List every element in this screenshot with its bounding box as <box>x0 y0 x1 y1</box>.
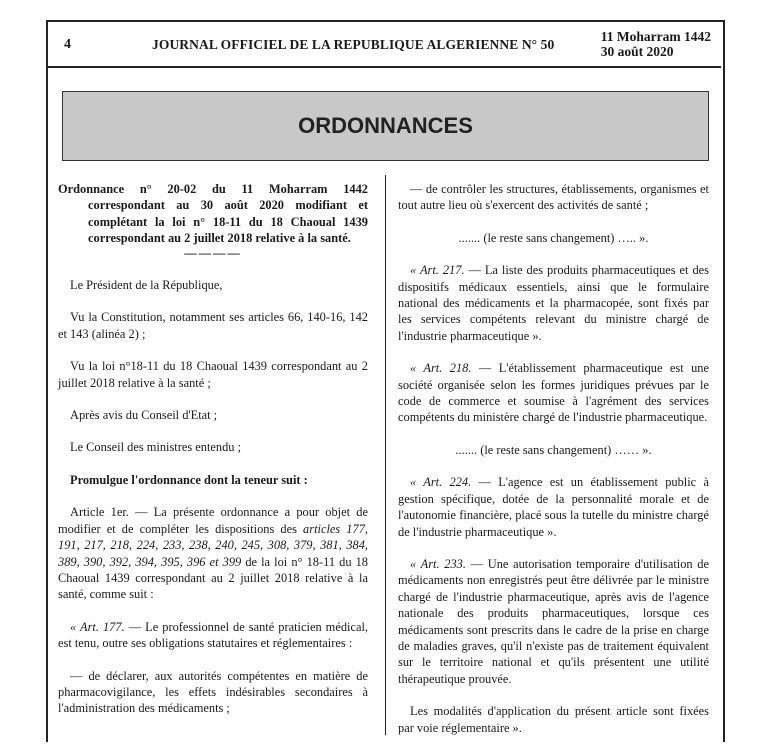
article-218-label: « Art. 218. <box>410 361 472 376</box>
ordinance-title: Ordonnance n° 20-02 du 11 Moharram 1442 correspondant au 30 août 2020 modifiant et complétant la loi n° 18-11 du 18 Chaoual 1439 correspondant au 2 juillet 2018 relative à la santé. <box>58 182 368 246</box>
section-banner <box>62 91 709 161</box>
article-217-label: « Art. 217. <box>410 263 465 278</box>
paragraph: Le Conseil des ministres entendu ; <box>70 440 242 455</box>
paragraph: Après avis du Conseil d'Etat ; <box>70 408 218 423</box>
section-title: ORDONNANCES <box>298 113 473 138</box>
article-177-text: — Le professionnel de santé praticien médical, est tenu, outre ses obligations statutaires et réglementaires : <box>58 619 368 651</box>
journal-title: JOURNAL OFFICIEL DE LA REPUBLIQUE ALGERIENNE N° 50 <box>152 37 555 52</box>
article-233-text: — Une autorisation temporaire d'utilisation de médicaments non enregistrés peut être délivrée par le ministre chargé de l'industrie pharmaceutique, après avis de l'agence nationale des produits pharmaceutiques, lorsque ces médicaments sont prescrits dans le cadre de la prise en charge de maladies graves, qu'il n'existe pas de traitement équivalent sur le territoire national et qu'ils présentent une utilité thérapeutique prouvée. <box>398 556 709 686</box>
rest-unchanged: ....... (le reste sans changement) ….. ». <box>458 230 649 245</box>
paragraph: Vu la loi n°18-11 du 18 Chaoual 1439 correspondant au 2 juillet 2018 relative à la santé ; <box>58 359 368 390</box>
article-233-label: « Art. 233. <box>410 556 466 571</box>
article-217 <box>398 262 709 344</box>
article-177 <box>58 619 368 652</box>
article-233 <box>398 556 709 687</box>
page-number: 4 <box>64 37 71 52</box>
journal-header <box>48 22 721 68</box>
article-1 <box>58 504 368 602</box>
paragraph: Vu la Constitution, notamment ses articles 66, 140-16, 142 et 143 (alinéa 2) ; <box>58 310 368 341</box>
paragraph: Les modalités d'application du présent article sont fixées par voie réglementaire ». <box>398 704 709 735</box>
article-224-label: « Art. 224. <box>410 475 472 490</box>
column-divider <box>385 175 386 735</box>
paragraph: — de contrôler les structures, établissements, organismes et tout autre lieu où s'exercent des activités de santé ; <box>398 182 709 213</box>
left-column <box>58 181 368 733</box>
article-218 <box>398 360 709 426</box>
article-177-label: « Art. 177. <box>70 619 125 634</box>
date-hijri: 11 Moharram 1442 <box>600 29 711 44</box>
right-column <box>398 181 709 752</box>
date-gregorian: 30 août 2020 <box>600 44 674 59</box>
article-1-intro: Article 1er. — La présente ordonnance a pour objet de modifier et de compléter les dispositions des <box>58 505 368 536</box>
article-218-text: — L'établissement pharmaceutique est une société organisée selon les formes juridiques prévues par le code de commerce et soumise à l'agrément des services compétents du ministère chargé de l'industrie pharmaceutique. <box>398 361 710 425</box>
rest-unchanged: ....... (le reste sans changement) …… ». <box>455 442 652 457</box>
paragraph: Le Président de la République, <box>70 278 223 293</box>
paragraph: — de déclarer, aux autorités compétentes en matière de pharmacovigilance, les effets indésirables secondaires à l'administration des médicaments ; <box>58 668 368 716</box>
issue-date <box>601 29 711 59</box>
article-224-text: — L'agence est un établissement public à gestion spécifique, dotée de la personnalité morale et de l'autonomie financière, placé sous la tutelle du ministre chargé de l'industrie pharmaceutique ». <box>398 475 709 539</box>
article-217-text: — La liste des produits pharmaceutiques et des dispositifs médicaux essentiels, ainsi que le formulaire national des médicaments et la pharmacopée, sont fixés par les services compétents relevant du ministre chargé de l'industrie pharmaceutique ». <box>398 263 709 343</box>
title-separator: ———— <box>184 245 242 260</box>
article-1-list: articles 177, 191, 217, 218, 224, 233, 238, 240, 245, 308, 379, 381, 384, 389, 390, 392, 394, 395, 396 et 399 <box>58 521 368 569</box>
article-1-end: de la loi n° 18-11 du 18 Chaoual 1439 correspondant au 2 juillet 2018 relative à la santé, comme suit : <box>58 554 368 602</box>
article-224 <box>398 474 709 540</box>
promulgation-line: Promulgue l'ordonnance dont la teneur suit : <box>70 472 308 487</box>
